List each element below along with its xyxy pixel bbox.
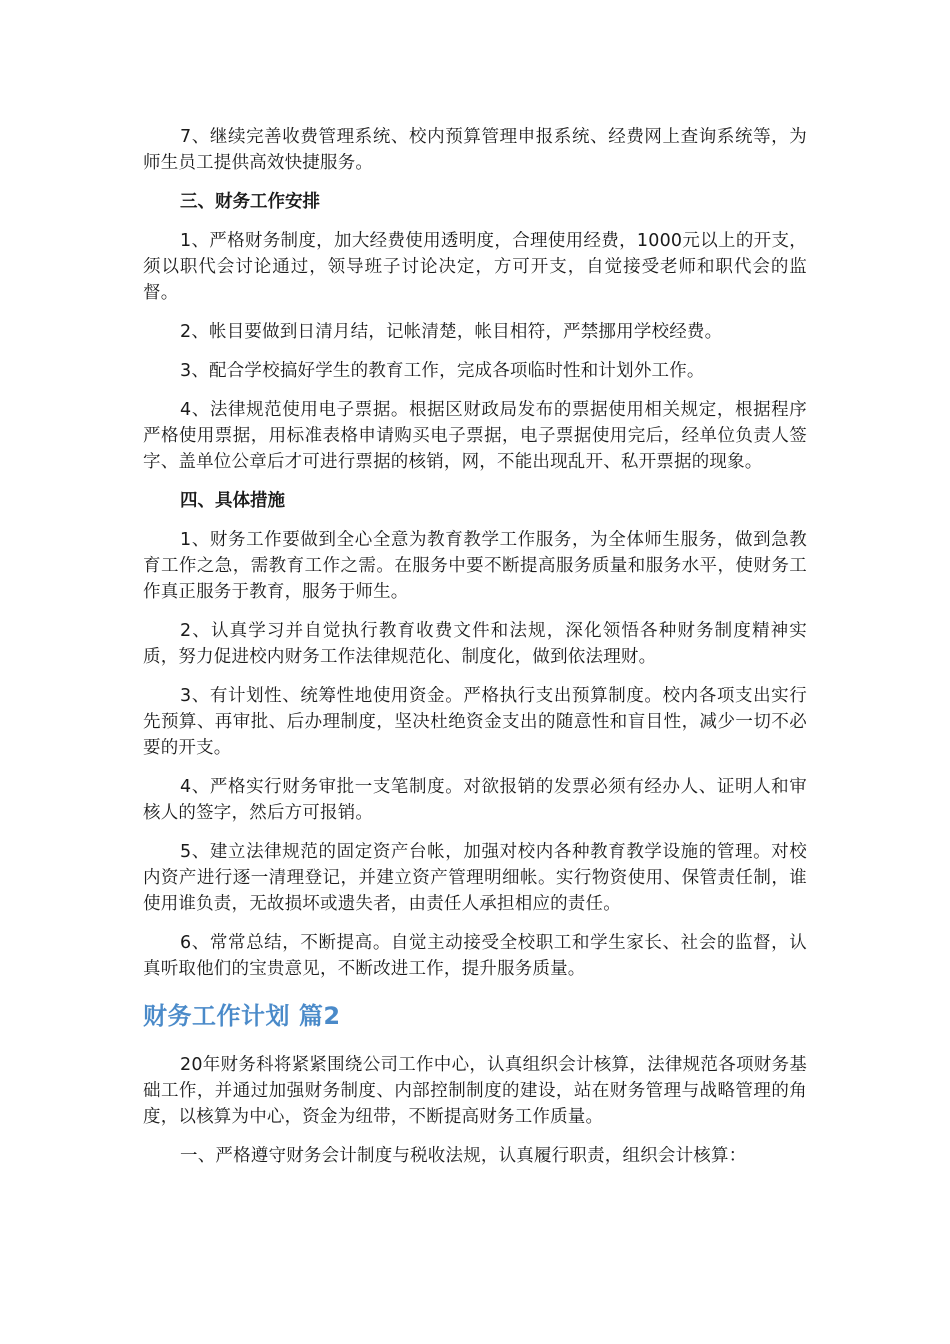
paragraph-arrangement-3: 3、配合学校搞好学生的教育工作，完成各项临时性和计划外工作。 xyxy=(180,361,705,381)
section-heading-4: 四、具体措施 xyxy=(180,491,285,511)
paragraph-measure-2: 2、认真学习并自觉执行教育收费文件和法规，深化领悟各种财务制度精神实质，努力促进校内财务工作法律规范化、制度化，做到依法理财。 xyxy=(143,621,807,667)
paragraph-arrangement-4: 4、法律规范使用电子票据。根据区财政局发布的票据使用相关规定，根据程序严格使用票据，用标准表格申请购买电子票据，电子票据使用完后，经单位负责人签字、盖单位公章后才可进行票据的核销，网，不能出现乱开、私开票据的现象。 xyxy=(143,400,807,472)
paragraph-arrangement-2: 2、帐目要做到日清月结，记帐清楚，帐目相符，严禁挪用学校经费。 xyxy=(180,322,723,342)
paragraph-item-7: 7、继续完善收费管理系统、校内预算管理申报系统、经费网上查询系统等，为师生员工提供高效快捷服务。 xyxy=(143,127,807,173)
paragraph-plan-intro: 20年财务科将紧紧围绕公司工作中心，认真组织会计核算，法律规范各项财务基础工作，并通过加强财务制度、内部控制制度的建设，站在财务管理与战略管理的角度，以核算为中心，资金为纽带，不断提高财务工作质量。 xyxy=(143,1055,807,1127)
paragraph-plan-item-1: 一、严格遵守财务会计制度与税收法规，认真履行职责，组织会计核算： xyxy=(180,1146,747,1166)
paragraph-measure-1: 1、财务工作要做到全心全意为教育教学工作服务，为全体师生服务，做到急教育工作之急，需教育工作之需。在服务中要不断提高服务质量和服务水平，使财务工作真正服务于教育，服务于师生。 xyxy=(143,530,807,602)
paragraph-arrangement-1: 1、严格财务制度，加大经费使用透明度，合理使用经费，1000元以上的开支，须以职代会讨论通过，领导班子讨论决定，方可开支，自觉接受老师和职代会的监督。 xyxy=(143,231,807,303)
section-heading-3: 三、财务工作安排 xyxy=(180,192,320,212)
plan-section-title: 财务工作计划 篇2 xyxy=(143,1002,341,1030)
paragraph-measure-5: 5、建立法律规范的固定资产台帐，加强对校内各种教育教学设施的管理。对校内资产进行逐一清理登记，并建立资产管理明细帐。实行物资使用、保管责任制，谁使用谁负责，无故损坏或遗失者，由责任人承担相应的责任。 xyxy=(143,842,807,914)
paragraph-measure-3: 3、有计划性、统筹性地使用资金。严格执行支出预算制度。校内各项支出实行先预算、再审批、后办理制度，坚决杜绝资金支出的随意性和盲目性，减少一切不必要的开支。 xyxy=(143,686,807,758)
document-body xyxy=(143,124,807,1182)
paragraph-measure-6: 6、常常总结，不断提高。自觉主动接受全校职工和学生家长、社会的监督，认真听取他们的宝贵意见，不断改进工作，提升服务质量。 xyxy=(143,933,807,979)
paragraph-measure-4: 4、严格实行财务审批一支笔制度。对欲报销的发票必须有经办人、证明人和审核人的签字，然后方可报销。 xyxy=(143,777,807,823)
